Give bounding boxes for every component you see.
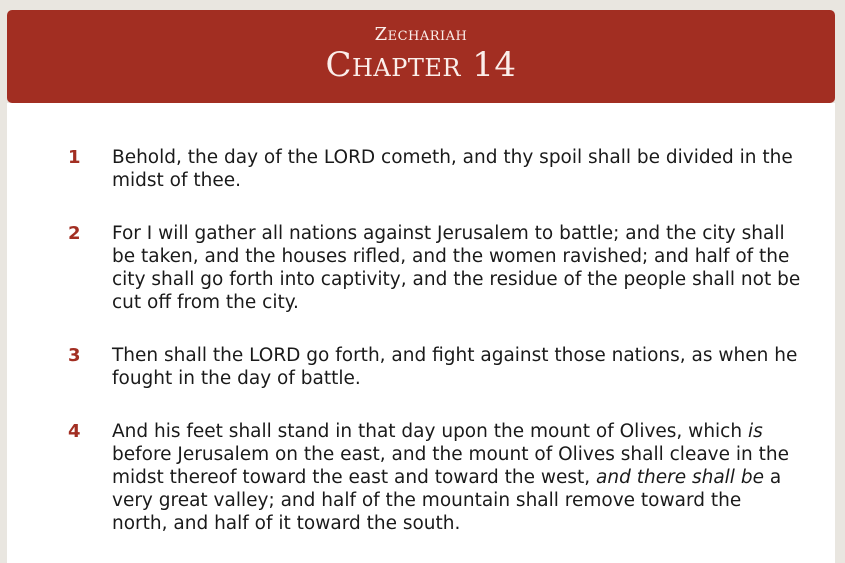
verse-segment: And his feet shall stand in that day upon the mount of Olives, which xyxy=(112,421,748,442)
chapter-title: Chapter 14 xyxy=(325,45,517,85)
verse-number: 3 xyxy=(68,345,81,366)
verse-segment: For I will gather all nations against Jerusalem to battle; and the city shall be taken, and the houses rifled, and the women ravished; and half of the city shall go forth into captivity, and the residue of the people shall not be cut off from the city. xyxy=(112,223,801,313)
verse-segment: Then shall the LORD go forth, and fight against those nations, as when he fought in the day of battle. xyxy=(112,345,798,389)
verse-segment: Behold, the day of the LORD cometh, and thy spoil shall be divided in the midst of thee. xyxy=(112,147,793,191)
verse-number: 2 xyxy=(68,223,81,244)
verse-number: 4 xyxy=(68,421,81,442)
verse-segment: a very great valley; and half of the mountain shall remove toward the north, and half of it toward the south. xyxy=(112,467,782,534)
verse-text xyxy=(112,222,802,314)
verse-italic-segment: is xyxy=(747,421,763,442)
verse-list xyxy=(7,103,835,563)
verse-italic-segment: and there shall be xyxy=(596,467,764,488)
verse-number: 1 xyxy=(68,147,81,168)
verse-text xyxy=(112,344,802,390)
verse-text xyxy=(112,420,802,535)
book-name: Zechariah xyxy=(374,24,468,45)
chapter-header xyxy=(7,10,835,103)
verse-text xyxy=(112,146,802,192)
verse-segment: before Jerusalem on the east, and the mount of Olives shall cleave in the midst thereof toward the east and toward the west, xyxy=(112,444,789,488)
